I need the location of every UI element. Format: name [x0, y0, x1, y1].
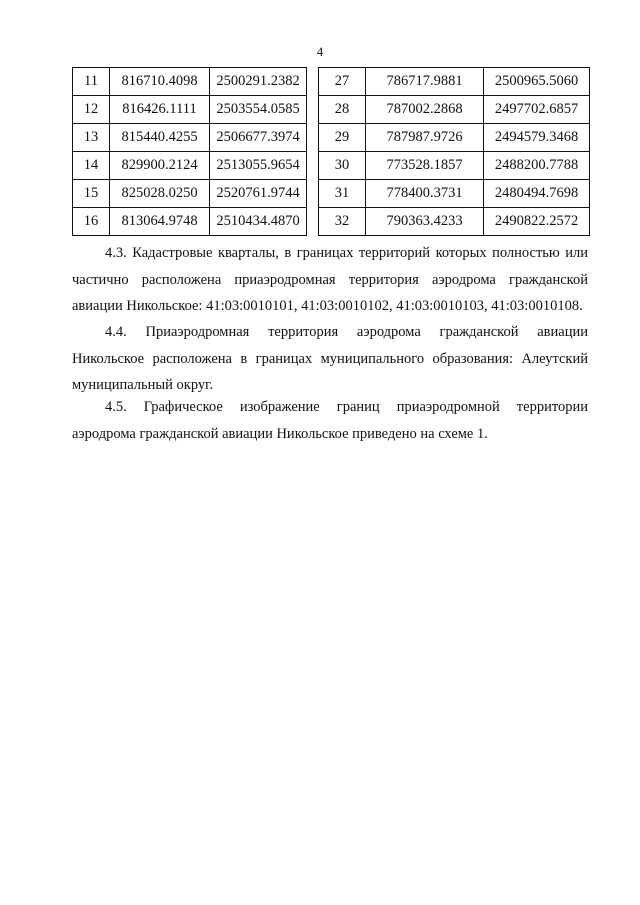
paragraph-line: 4.5. Графическое изображение границ приаэродромной территории: [105, 399, 588, 415]
paragraph-4-5: [72, 394, 588, 447]
table-row: [319, 68, 590, 96]
paragraph-line: частично расположена приаэродромная территория аэродрома гражданской: [72, 271, 588, 288]
coordinates-table-right: [318, 67, 590, 236]
paragraph-line: 4.3. Кадастровые кварталы, в границах территорий которых полностью или: [105, 245, 588, 261]
y-coordinate-cell: 2500291.2382: [210, 68, 307, 96]
table-row: [73, 208, 307, 236]
x-coordinate-cell: 829900.2124: [110, 152, 210, 180]
y-coordinate-cell: 2503554.0585: [210, 96, 307, 124]
point-number-cell: 29: [319, 124, 366, 152]
x-coordinate-cell: 813064.9748: [110, 208, 210, 236]
y-coordinate-cell: 2494579.3468: [484, 124, 590, 152]
y-coordinate-cell: 2480494.7698: [484, 180, 590, 208]
point-number-cell: 14: [73, 152, 110, 180]
paragraph-4-3: [72, 240, 588, 320]
paragraph-line: авиации Никольское: 41:03:0010101, 41:03:0010102, 41:03:0010103, 41:03:0010108.: [72, 298, 583, 314]
paragraph-line: Никольское расположена в границах муниципального образования: Алеутский: [72, 350, 588, 367]
point-number-cell: 27: [319, 68, 366, 96]
point-number-cell: 16: [73, 208, 110, 236]
table-row: [73, 152, 307, 180]
x-coordinate-cell: 787002.2868: [366, 96, 484, 124]
page-number: 4: [316, 44, 324, 59]
y-coordinate-cell: 2520761.9744: [210, 180, 307, 208]
table-row: [73, 124, 307, 152]
point-number-cell: 15: [73, 180, 110, 208]
point-number-cell: 12: [73, 96, 110, 124]
x-coordinate-cell: 773528.1857: [366, 152, 484, 180]
point-number-cell: 30: [319, 152, 366, 180]
x-coordinate-cell: 825028.0250: [110, 180, 210, 208]
x-coordinate-cell: 816426.1111: [110, 96, 210, 124]
paragraph-line: 4.4. Приаэродромная территория аэродрома гражданской авиации: [105, 324, 588, 340]
table-row: [73, 180, 307, 208]
y-coordinate-cell: 2500965.5060: [484, 68, 590, 96]
x-coordinate-cell: 778400.3731: [366, 180, 484, 208]
y-coordinate-cell: 2510434.4870: [210, 208, 307, 236]
y-coordinate-cell: 2490822.2572: [484, 208, 590, 236]
x-coordinate-cell: 790363.4233: [366, 208, 484, 236]
paragraph-4-4: [72, 319, 588, 399]
point-number-cell: 32: [319, 208, 366, 236]
paragraph-line: муниципальный округ.: [72, 377, 214, 393]
table-row: [319, 96, 590, 124]
table-row: [319, 208, 590, 236]
table-row: [73, 68, 307, 96]
point-number-cell: 28: [319, 96, 366, 124]
coordinates-table-left: [72, 67, 307, 236]
table-row: [319, 152, 590, 180]
paragraph-line: аэродрома гражданской авиации Никольское приведено на схеме 1.: [72, 425, 488, 442]
point-number-cell: 13: [73, 124, 110, 152]
table-row: [319, 180, 590, 208]
table-row: [319, 124, 590, 152]
x-coordinate-cell: 787987.9726: [366, 124, 484, 152]
table-row: [73, 96, 307, 124]
y-coordinate-cell: 2513055.9654: [210, 152, 307, 180]
y-coordinate-cell: 2497702.6857: [484, 96, 590, 124]
point-number-cell: 11: [73, 68, 110, 96]
y-coordinate-cell: 2488200.7788: [484, 152, 590, 180]
y-coordinate-cell: 2506677.3974: [210, 124, 307, 152]
point-number-cell: 31: [319, 180, 366, 208]
x-coordinate-cell: 786717.9881: [366, 68, 484, 96]
x-coordinate-cell: 815440.4255: [110, 124, 210, 152]
x-coordinate-cell: 816710.4098: [110, 68, 210, 96]
